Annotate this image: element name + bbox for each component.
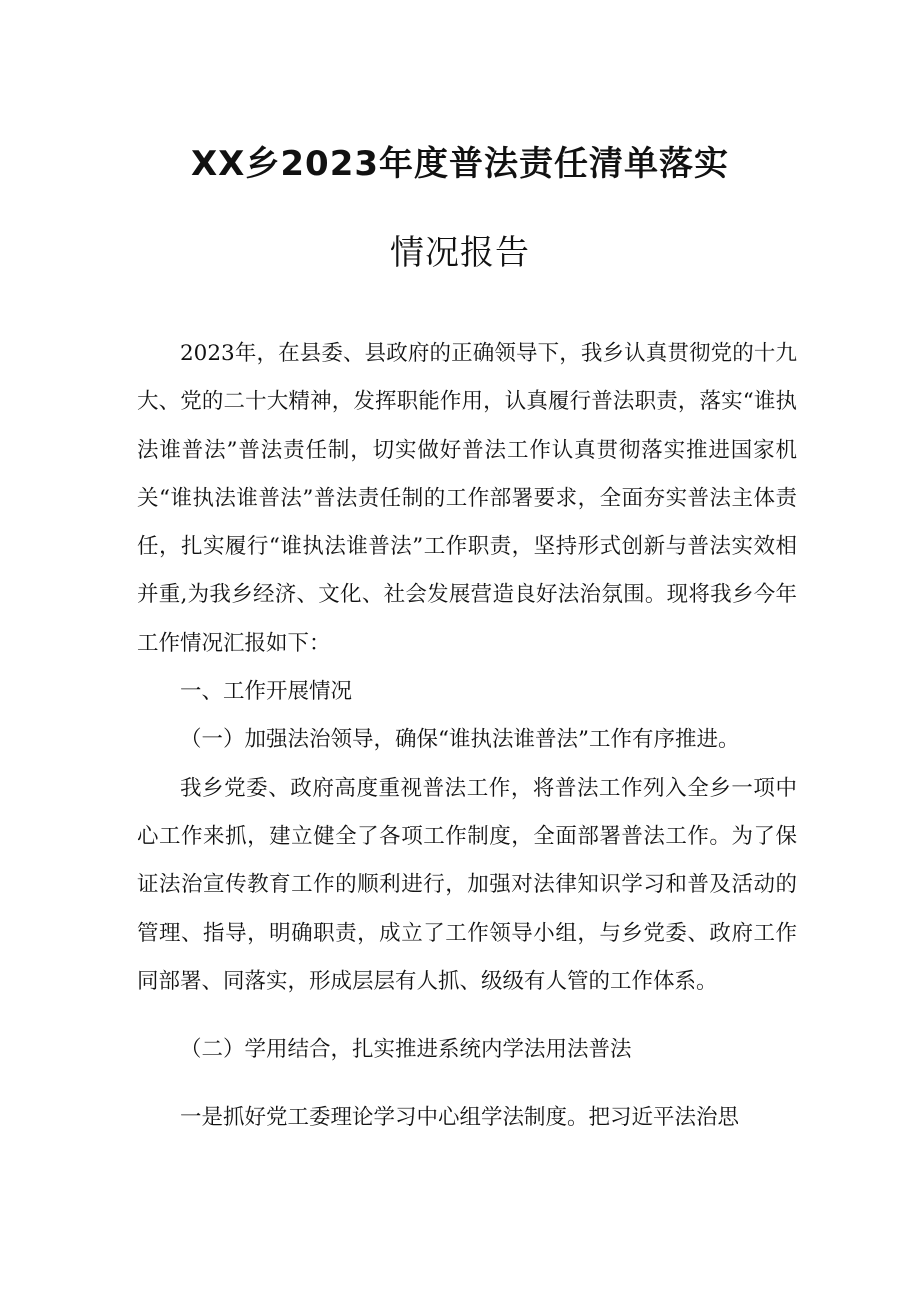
document-title-line-1: XX乡2023年度普法责任清单落实 (190, 144, 730, 184)
subsection-2-paragraph: 一是抓好党工委理论学习中心组学法制度。把习近平法治思 (180, 1105, 740, 1131)
subsection-1-paragraph: 我乡党委、政府高度重视普法工作，将普法工作列入全乡一项中心工作来抓，建立健全了各项工作制度，全面部署普法工作。为了保证法治宣传教育工作的顺利进行，加强对法律知识学习和普及活动的管理、指导，明确职责，成立了工作领导小组，与乡党委、政府工作同部署、同落实，形成层层有人抓、级级有人管的工作体系。 (137, 775, 797, 994)
intro-paragraph: 2023年，在县委、县政府的正确领导下，我乡认真贯彻党的十九大、党的二十大精神，发挥职能作用，认真履行普法职责，落实“谁执法谁普法”普法责任制，切实做好普法工作认真贯彻落实推进国家机关“谁执法谁普法”普法责任制的工作部署要求，全面夯实普法主体责任，扎实履行“谁执法谁普法”工作职责，坚持形式创新与普法实效相并重,为我乡经济、文化、社会发展营造良好法治氛围。现将我乡今年工作情况汇报如下： (137, 341, 797, 656)
spacer (137, 1074, 797, 1094)
subsection-heading-2: （二）学用结合，扎实推进系统内学法用法普法 (180, 1037, 632, 1063)
document-body (137, 330, 797, 1143)
section-heading-work-progress: 一、工作开展情况 (180, 679, 353, 705)
document-title-line-2: 情况报告 (390, 233, 530, 273)
subsection-heading-1: （一）加强法治领导，确保“谁执法谁普法”工作有序推进。 (180, 727, 740, 753)
spacer (137, 1006, 797, 1026)
